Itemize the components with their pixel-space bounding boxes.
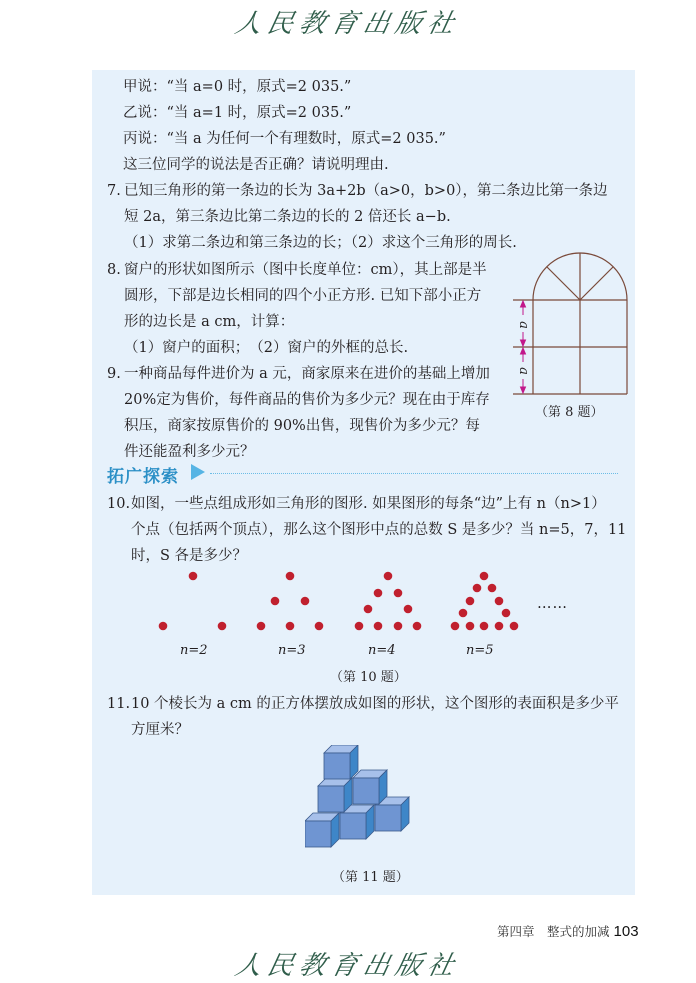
dotted-divider: [210, 473, 618, 474]
dot-triangles-figure: [150, 565, 570, 635]
statement-jia: 甲说：“当 a=0 时，原式=2 035.”: [123, 79, 352, 95]
ellipsis: ……: [537, 596, 568, 612]
chapter-title: 第四章 整式的加减: [497, 924, 610, 939]
problem-9-line: 20%定为售价，每件商品的售价为多少元？现在由于库存: [124, 392, 490, 408]
label-n4: n=4: [368, 643, 396, 658]
figure-10-caption: （第 10 题）: [330, 670, 407, 685]
problem-7-line: 已知三角形的第一条边的长为 3a+2b（a>0，b>0），第二条边比第一条边: [124, 183, 608, 199]
figure-8-caption: （第 8 题）: [535, 405, 604, 420]
page-footer: [497, 922, 639, 940]
figure-11-caption: （第 11 题）: [332, 870, 409, 885]
publisher-logo: 人民教育出版社: [232, 951, 463, 981]
problem-8-line: 圆形，下部是边长相同的四个小正方形. 已知下部小正方: [124, 288, 482, 304]
page-number: 103: [613, 923, 639, 940]
problem-8-line: 窗户的形状如图所示（图中长度单位：cm），其上部是半: [124, 262, 487, 278]
cube-stack-figure: [305, 745, 425, 855]
problem-10-line: 如图，一些点组成形如三角形的图形. 如果图形的每条“边”上有 n（n>1）: [131, 496, 606, 512]
problem-8-line: （1）窗户的面积； （2）窗户的外框的总长.: [124, 340, 409, 356]
arrow-right-icon: [191, 464, 205, 480]
problem-10-number: 10.: [107, 496, 131, 512]
problem-10-line: 时，S 各是多少？: [131, 548, 248, 564]
problem-8-line: 形的边长是 a cm，计算：: [124, 314, 295, 330]
statement-yi: 乙说：“当 a=1 时，原式=2 035.”: [123, 105, 352, 121]
label-n2: n=2: [180, 643, 208, 658]
publisher-logo: 人民教育出版社: [232, 9, 463, 39]
statement-bing: 丙说：“当 a 为任何一个有理数时，原式=2 035.”: [123, 131, 446, 147]
problem-10-line: 个点（包括两个顶点），那么这个图形中点的总数 S 是多少？当 n=5，7，11: [131, 522, 627, 538]
problem-8-number: 8.: [107, 262, 121, 278]
label-n5: n=5: [466, 643, 494, 658]
dimension-label-a: a: [515, 367, 531, 375]
problem-11-line: 10 个棱长为 a cm 的正方体摆放成如图的形状，这个图形的表面积是多少平: [131, 696, 619, 712]
problem-7-line: （1）求第二条边和第三条边的长；（2）求这个三角形的周长.: [124, 235, 517, 251]
section-title: 拓广探索: [107, 467, 179, 487]
label-n3: n=3: [278, 643, 306, 658]
problem-11-line: 方厘米？: [131, 722, 189, 738]
problem-7-line: 短 2a，第三条边比第二条边的长的 2 倍还长 a−b.: [124, 209, 451, 225]
problem-7-number: 7.: [107, 183, 121, 199]
problem-9-line: 一种商品每件进价为 a 元，商家原来在进价的基础上增加: [124, 366, 490, 382]
dimension-label-a: a: [515, 321, 531, 329]
problem-9-line: 件还能盈利多少元？: [124, 444, 255, 460]
problem-9-number: 9.: [107, 366, 121, 382]
problem-9-line: 积压，商家按原售价的 90%出售，现售价为多少元？每: [124, 418, 480, 434]
question-text: 这三位同学的说法是否正确？请说明理由.: [123, 157, 389, 173]
problem-11-number: 11.: [107, 696, 131, 712]
